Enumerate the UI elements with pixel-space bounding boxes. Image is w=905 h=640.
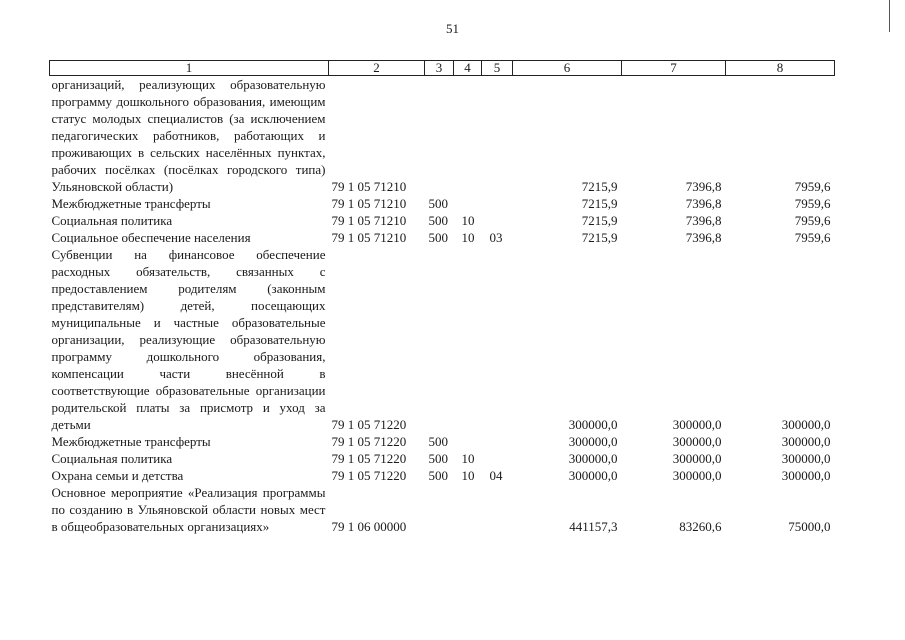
row-amount-year-1: 7215,9 [581, 213, 618, 228]
row-section: 10 [461, 451, 475, 466]
table-row [50, 195, 835, 212]
row-amount-year-1: 300000,0 [568, 451, 618, 466]
row-amount-year-3: 300000,0 [781, 468, 831, 483]
scan-edge-mark [889, 0, 890, 32]
page-number: 51 [446, 21, 459, 36]
row-expense-type: 500 [428, 468, 448, 483]
row-amount-year-3: 7959,6 [794, 179, 831, 194]
row-section: 10 [461, 468, 475, 483]
row-amount-year-2: 7396,8 [685, 230, 722, 245]
table-row [50, 229, 835, 246]
row-subsection [482, 433, 513, 450]
row-subsection [482, 484, 513, 535]
row-section [454, 195, 482, 212]
row-amount-year-1: 7215,9 [581, 230, 618, 245]
row-expense-type [425, 246, 454, 433]
row-target-code: 79 1 06 00000 [331, 519, 407, 534]
row-expense-type [425, 484, 454, 535]
row-subsection [482, 76, 513, 196]
row-amount-year-1: 300000,0 [568, 468, 618, 483]
row-expense-type: 500 [428, 434, 448, 449]
row-target-code: 79 1 05 71210 [331, 230, 407, 245]
row-amount-year-2: 7396,8 [685, 213, 722, 228]
row-amount-year-3: 7959,6 [794, 196, 831, 211]
row-description: организаций, реализующих образовательную программу дошкольного образования, имеющим статус молодых специалистов (за исключением педагогических работников, работающих и проживающих в сельских населённых пунктах, рабочих посёлках (посёлках городского типа) Ульяновской области) [51, 77, 326, 194]
row-amount-year-1: 7215,9 [581, 179, 618, 194]
row-description: Социальная политика [51, 213, 173, 228]
row-description: Основное мероприятие «Реализация программы по созданию в Ульяновской области новых мест в общеобразовательных организациях» [51, 485, 326, 534]
row-amount-year-2: 300000,0 [672, 434, 722, 449]
row-section [454, 76, 482, 196]
row-target-code: 79 1 05 71220 [331, 451, 407, 466]
row-section: 10 [461, 230, 475, 245]
row-target-code: 79 1 05 71220 [331, 417, 407, 432]
row-target-code: 79 1 05 71220 [331, 468, 407, 483]
row-subsection [482, 450, 513, 467]
row-amount-year-2: 300000,0 [672, 417, 722, 432]
row-amount-year-3: 7959,6 [794, 213, 831, 228]
row-amount-year-1: 300000,0 [568, 417, 618, 432]
column-header: 5 [482, 61, 513, 76]
row-amount-year-2: 83260,6 [679, 519, 722, 534]
row-description: Субвенции на финансовое обеспечение расходных обязательств, связанных с предоставлением родителям (законным представителям) детей, посещающих муниципальные и частные образовательные организации, реализующие образовательную программу дошкольного образования, компенсации части внесённой в соответствующие образовательные организации родительской платы за присмотр и уход за детьми [51, 247, 326, 432]
row-amount-year-2: 7396,8 [685, 196, 722, 211]
row-target-code: 79 1 05 71220 [331, 434, 407, 449]
row-expense-type: 500 [428, 230, 448, 245]
row-expense-type: 500 [428, 451, 448, 466]
row-amount-year-3: 300000,0 [781, 417, 831, 432]
row-amount-year-1: 441157,3 [569, 519, 618, 534]
row-subsection [482, 195, 513, 212]
column-header: 4 [454, 61, 482, 76]
table-row [50, 212, 835, 229]
table-body [50, 61, 835, 536]
row-subsection: 03 [489, 230, 503, 245]
column-header: 1 [50, 61, 329, 76]
column-header: 2 [329, 61, 425, 76]
row-expense-type [425, 76, 454, 196]
row-amount-year-1: 300000,0 [568, 434, 618, 449]
row-amount-year-3: 75000,0 [788, 519, 831, 534]
column-header: 7 [622, 61, 726, 76]
row-amount-year-2: 300000,0 [672, 451, 722, 466]
row-amount-year-3: 7959,6 [794, 230, 831, 245]
row-target-code: 79 1 05 71210 [331, 179, 407, 194]
row-description: Социальное обеспечение населения [51, 230, 251, 245]
row-expense-type: 500 [428, 213, 448, 228]
row-amount-year-2: 300000,0 [672, 468, 722, 483]
row-section: 10 [461, 213, 475, 228]
row-amount-year-3: 300000,0 [781, 434, 831, 449]
row-subsection: 04 [489, 468, 503, 483]
row-subsection [482, 212, 513, 229]
row-target-code: 79 1 05 71210 [331, 213, 407, 228]
column-header: 6 [513, 61, 622, 76]
row-section [454, 246, 482, 433]
table-row [50, 76, 835, 196]
table-row [50, 450, 835, 467]
column-header: 3 [425, 61, 454, 76]
table-row [50, 246, 835, 433]
row-amount-year-3: 300000,0 [781, 451, 831, 466]
table-row [50, 433, 835, 450]
row-description: Социальная политика [51, 451, 173, 466]
row-subsection [482, 246, 513, 433]
row-expense-type: 500 [428, 196, 448, 211]
column-header-row [50, 61, 835, 76]
row-description: Охрана семьи и детства [51, 468, 184, 483]
table-row [50, 484, 835, 535]
row-description: Межбюджетные трансферты [51, 196, 211, 211]
row-target-code: 79 1 05 71210 [331, 196, 407, 211]
table-row [50, 467, 835, 484]
row-section [454, 433, 482, 450]
row-description: Межбюджетные трансферты [51, 434, 211, 449]
row-amount-year-1: 7215,9 [581, 196, 618, 211]
row-section [454, 484, 482, 535]
row-amount-year-2: 7396,8 [685, 179, 722, 194]
budget-table [49, 60, 835, 535]
column-header: 8 [726, 61, 835, 76]
